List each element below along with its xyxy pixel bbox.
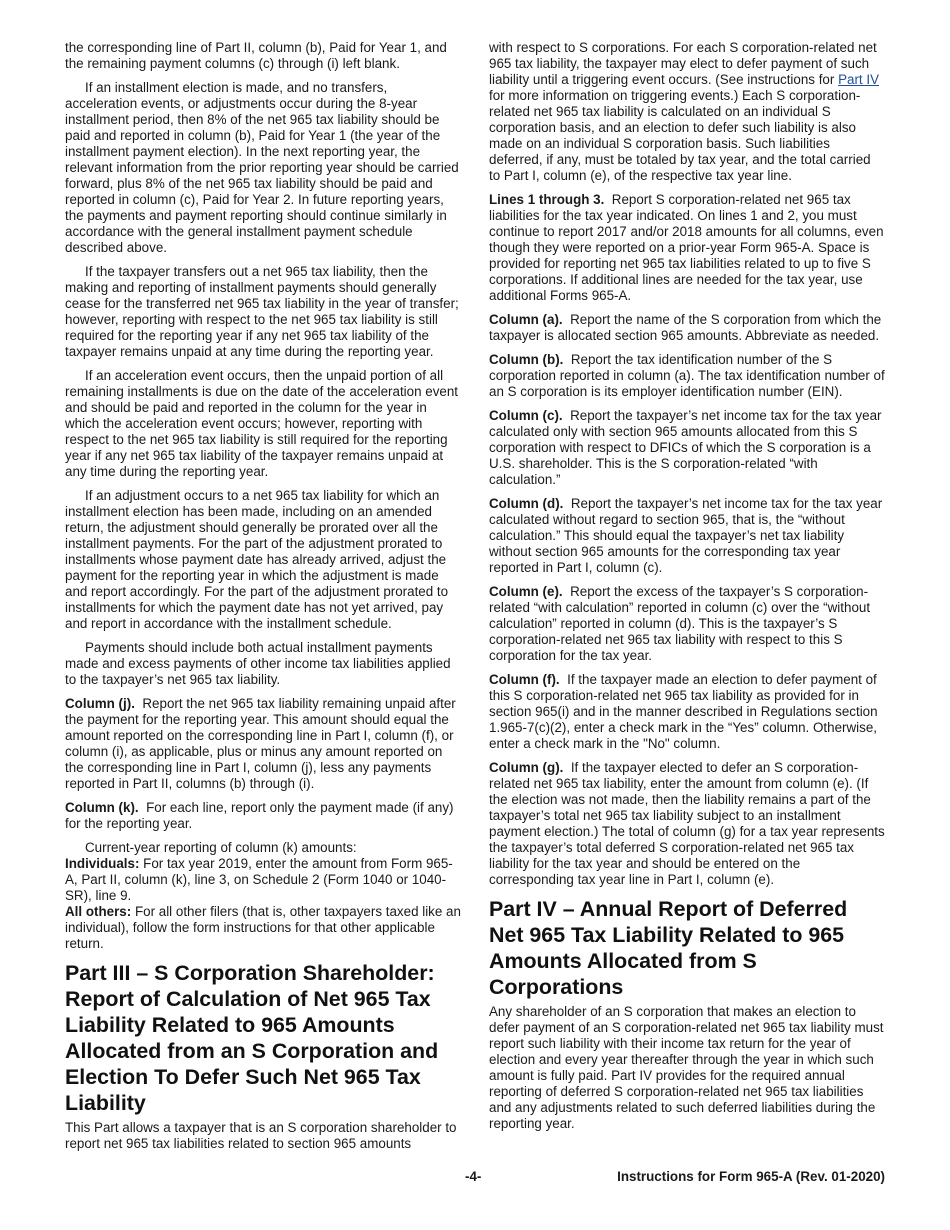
left-column [65, 40, 461, 1160]
individuals-paragraph [65, 856, 461, 904]
column-g-paragraph [489, 760, 885, 888]
column-a-heading: Column (a). [489, 312, 563, 327]
column-a-paragraph [489, 312, 885, 344]
paragraph: If an installment election is made, and no transfers, acceleration events, or adjustments occur during the 8-year installment period, then 8% of the net 965 tax liability should be paid and reported in column (b), Paid for Year 1 (the year of the installment payment election). In the next reporting year, the relevant information from the prior reporting year should be carried forward, plus 8% of the net 965 tax liability should be paid and reported in column (c), Paid for Year 2. In future reporting years, the payments and payment reporting should continue similarly in accordance with the general installment payment schedule described above. [65, 80, 459, 255]
column-b-text: Report the tax identification number of the S corporation reported in column (a). The tax identification number of an S corporation is its employer identification number (EIN). [489, 352, 885, 399]
all-others-heading: All others: [65, 904, 132, 919]
part-iv-link[interactable]: Part IV [838, 72, 880, 87]
column-b-heading: Column (b). [489, 352, 564, 367]
all-others-paragraph [65, 904, 461, 952]
column-k-heading: Column (k). [65, 800, 139, 815]
column-c-paragraph [489, 408, 885, 488]
column-g-text: If the taxpayer elected to defer an S corporation-related net 965 tax liability, enter the amount from column (e). (If the election was not made, then the liability remains a part of the taxpayer’s total net 965 tax liability subject to an installment payment election.) The total of column (g) for a tax year represents the taxpayer’s total deferred S corporation-related net 965 tax liability for the tax year and should be entered on the corresponding tax year line in Part I, column (e). [489, 760, 885, 887]
part-iii-heading: Part III – S Corporation Shareholder: Report of Calculation of Net 965 Tax Liability Related to 965 Amounts Allocated from an S Corporation and Election To Defer Such Net 965 Tax Liability [65, 961, 439, 1115]
part-iv-intro: Any shareholder of an S corporation that makes an election to defer payment of an S corporation-related net 965 tax liability must report such liability with their income tax return for the year of election and every year thereafter through the year in which such amount is fully paid. Part IV provides for the required annual reporting of deferred S corporation-related net 965 tax liabilities and any adjustments related to such deferred liabilities during the reporting year. [489, 1004, 884, 1131]
column-a-text: Report the name of the S corporation from which the taxpayer is allocated section 965 amounts. Abbreviate as needed. [489, 312, 882, 343]
column-j-text: Report the net 965 tax liability remaining unpaid after the payment for the reporting year. This amount should equal the amount reported on the corresponding line in Part I, column (f), or column (i), as applicable, plus or minus any amount reported on the corresponding line in Part I, column (j), less any payments reported in Part II, columns (b) through (i). [65, 696, 456, 791]
column-d-text: Report the taxpayer’s net income tax for the tax year calculated without regard to section 965, that is, the “without calculation.” This should equal the taxpayer’s net tax liability without section 965 amounts for the corresponding tax year reported in Part I, column (c). [489, 496, 883, 575]
column-j-paragraph [65, 696, 461, 792]
column-c-heading: Column (c). [489, 408, 563, 423]
individuals-text: For tax year 2019, enter the amount from Form 965-A, Part II, column (k), line 3, on Schedule 2 (Form 1040 or 1040-SR), line 9. [65, 856, 453, 903]
part-iv-heading: Part IV – Annual Report of Deferred Net 965 Tax Liability Related to 965 Amounts Allocated from S Corporations [489, 897, 848, 999]
lines-1-3-heading: Lines 1 through 3. [489, 192, 605, 207]
document-title: Instructions for Form 965-A (Rev. 01-2020) [617, 1169, 885, 1184]
column-f-paragraph [489, 672, 885, 752]
paragraph: If an adjustment occurs to a net 965 tax liability for which an installment election has been made, including on an amended return, the adjustment should generally be prorated over all the installment payments. For the part of the adjustment prorated to installments whose payment date has already arrived, adjust the payment for the reporting year in which the adjustment is made and report accordingly. For the part of the adjustment prorated to installments for which the payment date has not yet arrived, pay and report in accordance with the installment schedule. [65, 488, 449, 631]
column-e-paragraph [489, 584, 885, 664]
right-column [489, 40, 885, 1140]
individuals-heading: Individuals: [65, 856, 140, 871]
paragraph: If the taxpayer transfers out a net 965 tax liability, then the making and reporting of installment payments should generally cease for the transferred net 965 tax liability in the year of transfer; however, reporting with respect to the net 965 tax liability is still required for the reporting year if any net 965 tax liability of the taxpayer remains unpaid at any time during the reporting year. [65, 264, 459, 359]
paragraph-text: with respect to S corporations. For each S corporation-related net 965 tax liability, the taxpayer may elect to defer payment of such liability until a triggering event occurs. (See instructions for [489, 40, 877, 87]
paragraph: the corresponding line of Part II, column (b), Paid for Year 1, and the remaining payment columns (c) through (i) left blank. [65, 40, 447, 71]
current-year-note: Current-year reporting of column (k) amounts: [85, 840, 357, 855]
page-footer [65, 1169, 885, 1187]
lines-1-3-text: Report S corporation-related net 965 tax liabilities for the tax year indicated. On lines 1 and 2, you must continue to report 2017 and/or 2018 amounts for all columns, even though they were reported on a prior-year Form 965-A. Space is provided for reporting net 965 tax liabilities related to up to five S corporations. If additional lines are needed for the tax year, use additional Forms 965-A. [489, 192, 884, 303]
column-g-heading: Column (g). [489, 760, 564, 775]
column-d-heading: Column (d). [489, 496, 564, 511]
page-number: -4- [465, 1169, 482, 1184]
paragraph: Payments should include both actual installment payments made and excess payments of other income tax liabilities applied to the taxpayer’s net 965 tax liability. [65, 640, 451, 687]
column-k-text: For each line, report only the payment made (if any) for the reporting year. [65, 800, 454, 831]
paragraph-text: for more information on triggering events.) Each S corporation-related net 965 tax liability is calculated on an individual S corporation basis, and an election to defer such liability is also made on an individual S corporation basis. Such liabilities deferred, if any, must be totaled by tax year, and the total carried to Part I, column (e), of the respective tax year line. [489, 88, 871, 183]
lines-1-3-paragraph [489, 192, 885, 304]
column-j-heading: Column (j). [65, 696, 135, 711]
paragraph [489, 40, 885, 184]
column-k-paragraph [65, 800, 461, 832]
column-c-text: Report the taxpayer’s net income tax for the tax year calculated only with section 965 amounts allocated from this S corporation with respect to DFICs of which the S corporation is a U.S. shareholder. This is the S corporation-related “with calculation.” [489, 408, 882, 487]
column-b-paragraph [489, 352, 885, 400]
all-others-text: For all other filers (that is, other taxpayers taxed like an individual), follow the form instructions for that other applicable return. [65, 904, 461, 951]
column-f-heading: Column (f). [489, 672, 560, 687]
part-iii-intro: This Part allows a taxpayer that is an S corporation shareholder to report net 965 tax liabilities related to section 965 amounts [65, 1120, 457, 1151]
column-e-text: Report the excess of the taxpayer’s S corporation-related “with calculation” reported in column (c) over the “without calculation” reported in column (d). This is the taxpayer’s S corporation-related net 965 tax liability with respect to this S corporation for the tax year. [489, 584, 871, 663]
column-d-paragraph [489, 496, 885, 576]
paragraph: If an acceleration event occurs, then the unpaid portion of all remaining installments is due on the date of the acceleration event and should be paid and reported in the column for the year in which the acceleration event occurs; however, reporting with respect to the net 965 tax liability is still required for the reporting year if any net 965 tax liability of the taxpayer remains unpaid at any time during the reporting year. [65, 368, 459, 479]
column-e-heading: Column (e). [489, 584, 563, 599]
column-f-text: If the taxpayer made an election to defer payment of this S corporation-related net 965 tax liability as provided for in section 965(i) and in the manner described in Regulations section 1.965-7(c)(2), enter a check mark in the “Yes” column. Otherwise, enter a check mark in the "No" column. [489, 672, 878, 751]
